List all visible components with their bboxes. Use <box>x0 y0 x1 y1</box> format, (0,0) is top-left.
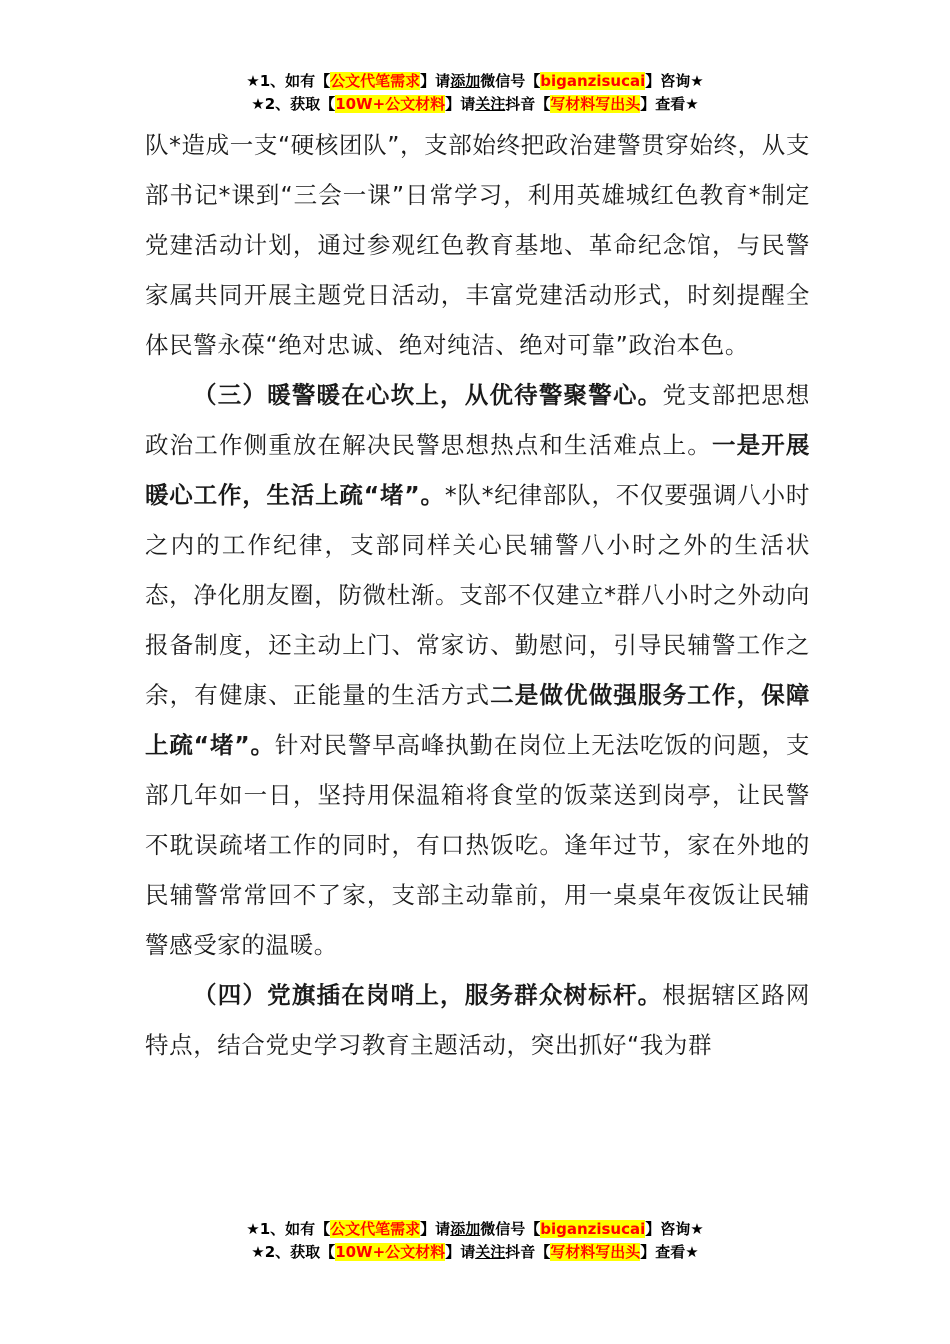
banner-text: 微信号【 <box>480 1220 541 1238</box>
banner-text: 】查看★ <box>640 95 699 113</box>
banner-text: 】咨询★ <box>645 1220 704 1238</box>
banner-line-2 <box>0 93 950 116</box>
banner-text: ★1、如有【 <box>246 72 331 90</box>
paragraph-text: 针对民警早高峰执勤在岗位上无法吃饭的问题，支部几年如一日，坚持用保温箱将食堂的饭菜送到岗亭，让民警不耽误疏堵工作的同时，有口热饭吃。逢年过节，家在外地的民辅警常常回不了家，支部主动靠前，用一桌桌年夜饭让民辅警感受家的温暖。 <box>145 731 810 959</box>
banner-highlight: 10W+公文材料 <box>335 95 446 113</box>
banner-underline: 关注 <box>475 95 506 113</box>
banner-line-1 <box>0 1218 950 1241</box>
paragraph-2 <box>145 370 810 970</box>
banner-text: ★2、获取【 <box>251 95 336 113</box>
banner-highlight: 公文代笔需求 <box>330 1220 421 1238</box>
banner-line-2 <box>0 1241 950 1264</box>
banner-text: 】请 <box>445 1243 476 1261</box>
footer-banner <box>0 1218 950 1264</box>
header-banner <box>0 70 950 116</box>
banner-highlight: 10W+公文材料 <box>335 1243 446 1261</box>
document-body <box>145 120 810 1070</box>
banner-text: 】请 <box>420 72 451 90</box>
banner-underline: 添加 <box>450 1220 481 1238</box>
bold-point-2: 二是做优做强服务工作，保障上疏“堵”。 <box>145 681 810 759</box>
banner-highlight: biganzisucai <box>540 1220 646 1238</box>
banner-text: ★2、获取【 <box>251 1243 336 1261</box>
banner-text: 抖音【 <box>505 95 551 113</box>
paragraph-3 <box>145 970 810 1070</box>
banner-text: ★1、如有【 <box>246 1220 331 1238</box>
paragraph-1: 队*造成一支“硬核团队”，支部始终把政治建警贯穿始终，从支部书记*课到“三会一课”日常学习，利用英雄城红色教育*制定党建活动计划，通过参观红色教育基地、革命纪念馆，与民警家属共同开展主题党日活动，丰富党建活动形式，时刻提醒全体民警永葆“绝对忠诚、绝对纯洁、绝对可靠”政治本色。 <box>145 131 810 359</box>
banner-text: 】请 <box>445 95 476 113</box>
banner-highlight: 写材料写出头 <box>550 95 641 113</box>
section-heading-3: （三）暖警暖在心坎上，从优待警聚警心。 <box>193 381 663 409</box>
paragraph-text: 根据辖区路网特点，结合党史学习教育主题活动，突出抓好“我为群 <box>145 981 810 1059</box>
banner-line-1 <box>0 70 950 93</box>
section-heading-4: （四）党旗插在岗哨上，服务群众树标杆。 <box>193 981 663 1009</box>
banner-text: 抖音【 <box>505 1243 551 1261</box>
bold-point-1: 一是开展暖心工作，生活上疏“堵”。 <box>145 431 810 509</box>
banner-text: 】请 <box>420 1220 451 1238</box>
banner-underline: 添加 <box>450 72 481 90</box>
paragraph-text: 党支部把思想政治工作侧重放在解决民警思想热点和生活难点上。 <box>145 381 810 459</box>
paragraph-text: *队*纪律部队，不仅要强调八小时之内的工作纪律，支部同样关心民辅警八小时之外的生活状态，净化朋友圈，防微杜渐。支部不仅建立*群八小时之外动向报备制度，还主动上门、常家访、勤慰问，引导民辅警工作之余，有健康、正能量的生活方式 <box>145 481 810 709</box>
banner-text: 】查看★ <box>640 1243 699 1261</box>
banner-underline: 关注 <box>475 1243 506 1261</box>
banner-text: 】咨询★ <box>645 72 704 90</box>
banner-text: 微信号【 <box>480 72 541 90</box>
banner-highlight: 公文代笔需求 <box>330 72 421 90</box>
banner-highlight: 写材料写出头 <box>550 1243 641 1261</box>
banner-highlight: biganzisucai <box>540 72 646 90</box>
